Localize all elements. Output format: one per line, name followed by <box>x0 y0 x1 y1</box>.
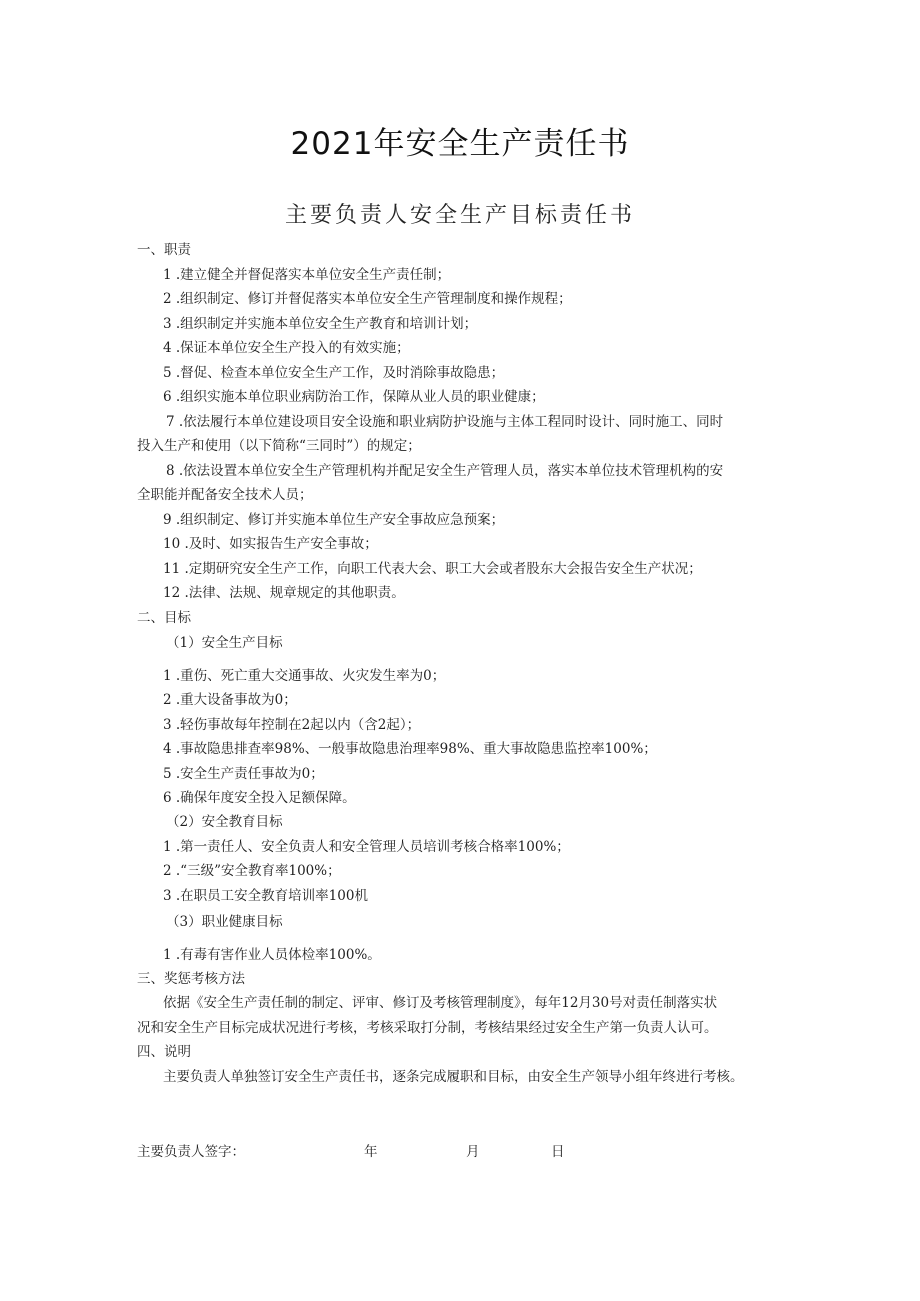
goal-item: 3 .轻伤事故每年控制在2起以内（含2起）； <box>163 717 421 733</box>
duty-item: 8 .依法设置本单位安全生产管理机构并配足安全生产管理人员，落实本单位技术管理机构的安 <box>166 463 724 479</box>
goal-item: 6 .确保年度安全投入足额保障。 <box>163 790 356 806</box>
assessment-paragraph-continued: 况和安全生产目标完成状况进行考核，考核采取打分制，考核结果经过安全生产第一负责人认可。 <box>137 1020 718 1036</box>
duty-item: 9 .组织制定、修订并实施本单位生产安全事故应急预案； <box>163 512 505 528</box>
goal-item: 1 .重伤、死亡重大交通事故、火灾发生率为0； <box>163 668 446 684</box>
duty-item: 6 .组织实施本单位职业病防治工作，保障从业人员的职业健康； <box>163 389 545 405</box>
duty-item: 5 .督促、检查本单位安全生产工作，及时消除事故隐患； <box>163 365 505 381</box>
duty-item: 7 .依法履行本单位建设项目安全设施和职业病防护设施与主体工程同时设计、同时施工、同时 <box>166 414 724 430</box>
duty-item: 11 .定期研究安全生产工作，向职工代表大会、职工大会或者股东大会报告安全生产状况； <box>163 561 702 577</box>
goal-item: 3 .在职员工安全教育培训率100机 <box>163 888 368 904</box>
duty-item-continued: 投入生产和使用（以下简称“三同时”）的规定； <box>137 438 421 454</box>
section-heading-goals: 二、目标 <box>137 610 191 626</box>
section-heading-duties: 一、职责 <box>137 242 191 258</box>
document-subtitle: 主要负责人安全生产目标责任书 <box>284 203 635 228</box>
document-title: 2021年安全生产责任书 <box>290 126 630 162</box>
duty-item: 2 .组织制定、修订并督促落实本单位安全生产管理制度和操作规程； <box>163 291 572 307</box>
signature-day: 日 <box>551 1144 565 1160</box>
duty-item: 12 .法律、法规、规章规定的其他职责。 <box>163 585 405 601</box>
duty-item-continued: 全职能并配备安全技术人员； <box>137 487 313 503</box>
signature-month: 月 <box>466 1144 480 1160</box>
goal-item: 4 .事故隐患排查率98%、一般事故隐患治理率98%、重大事故隐患监控率100%； <box>163 741 657 757</box>
goal-item: 2 .重大设备事故为0； <box>163 692 297 708</box>
assessment-paragraph: 依据《安全生产责任制的制定、评审、修订及考核管理制度》，每年12月30号对责任制落实状 <box>163 995 718 1011</box>
section-heading-notes: 四、说明 <box>137 1044 191 1060</box>
duty-item: 1 .建立健全并督促落实本单位安全生产责任制； <box>163 267 451 283</box>
goal-group-heading: （2）安全教育目标 <box>166 814 283 830</box>
goal-item: 2 .“三级”安全教育率100%； <box>163 863 341 879</box>
duty-item: 4 .保证本单位安全生产投入的有效实施； <box>163 340 410 356</box>
goal-item: 1 .第一责任人、安全负责人和安全管理人员培训考核合格率100%； <box>163 839 570 855</box>
goal-group-heading: （3）职业健康目标 <box>166 914 283 930</box>
goal-item: 1 .有毒有害作业人员体检率100%。 <box>163 947 381 963</box>
signature-year: 年 <box>364 1144 378 1160</box>
duty-item: 10 .及时、如实报告生产安全事故； <box>163 536 378 552</box>
goal-group-heading: （1）安全生产目标 <box>166 635 283 651</box>
duty-item: 3 .组织制定并实施本单位安全生产教育和培训计划； <box>163 316 478 332</box>
notes-paragraph: 主要负责人单独签订安全生产责任书，逐条完成履职和目标，由安全生产领导小组年终进行考核。 <box>163 1069 744 1085</box>
section-heading-assessment: 三、奖惩考核方法 <box>137 971 245 987</box>
goal-item: 5 .安全生产责任事故为0； <box>163 766 324 782</box>
signature-label: 主要负责人签字： <box>137 1144 245 1160</box>
